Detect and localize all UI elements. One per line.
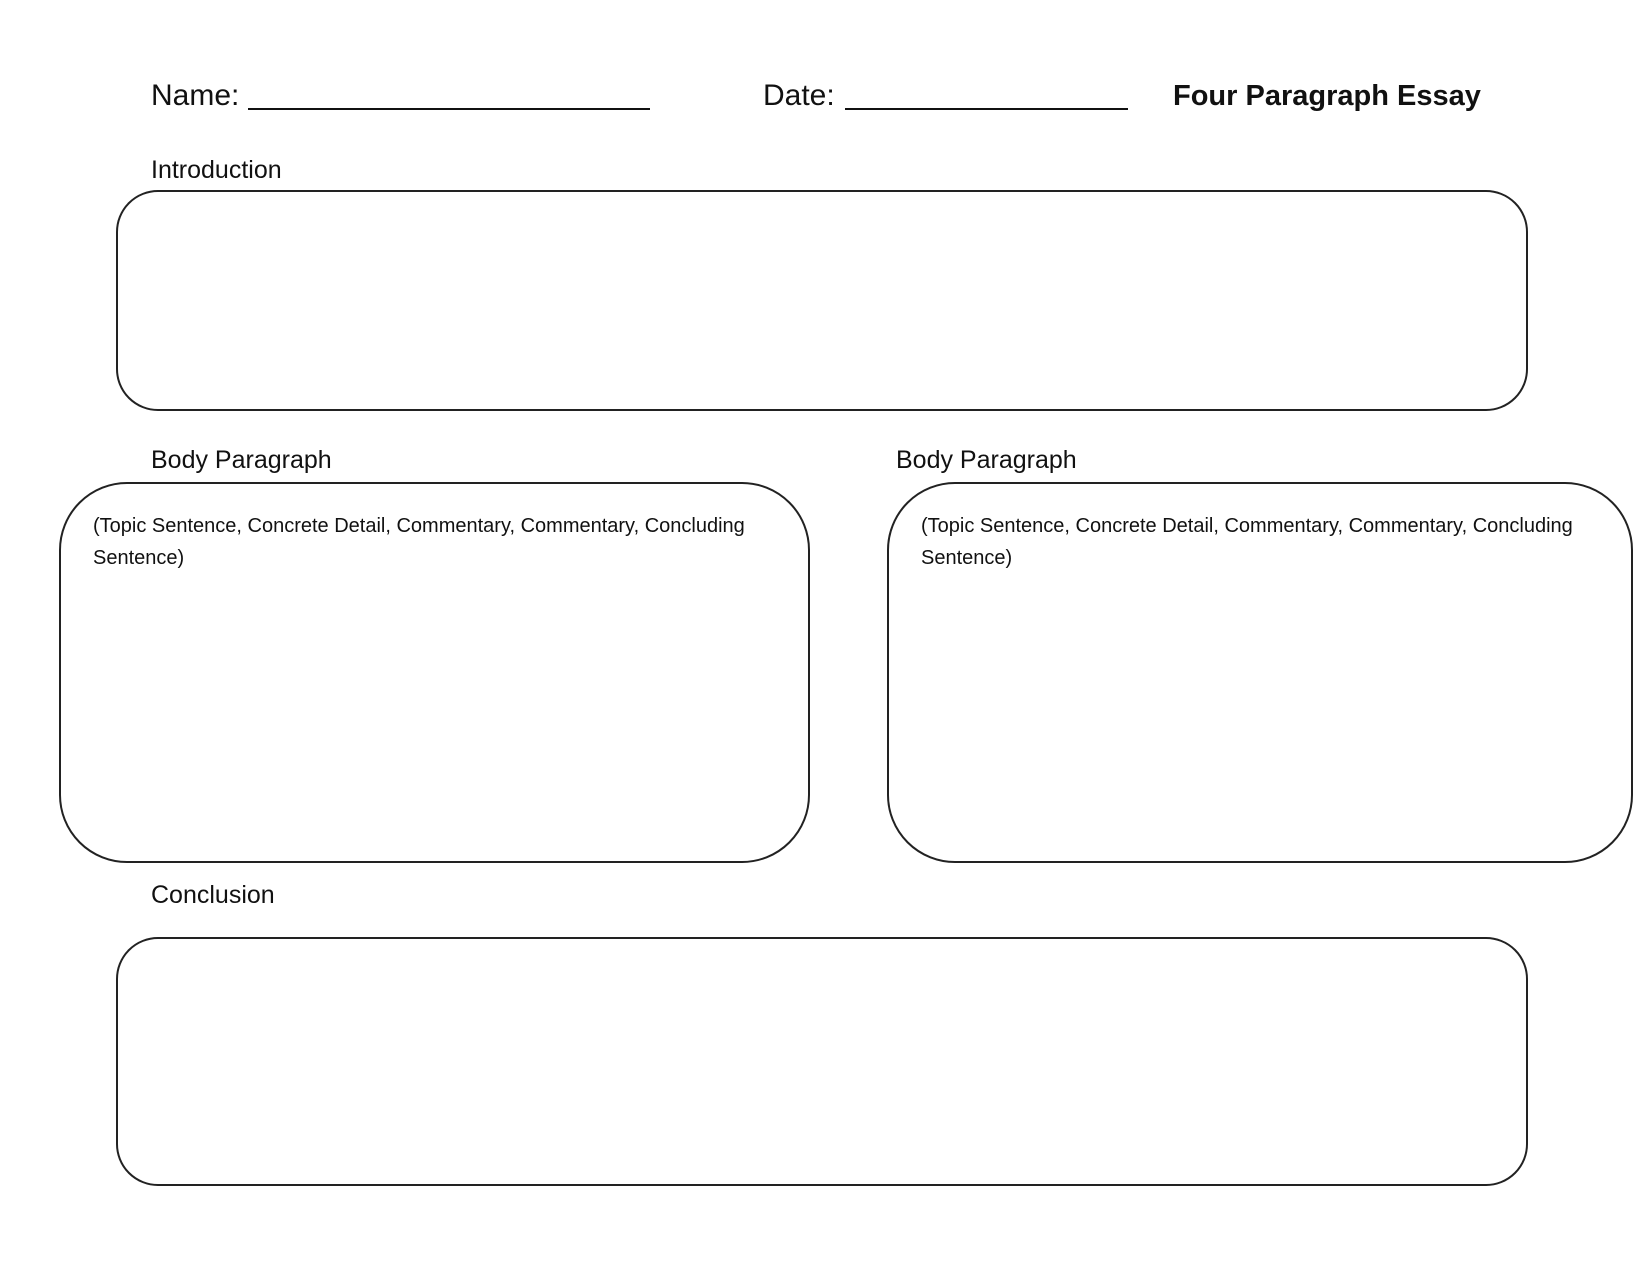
introduction-box[interactable] [116, 190, 1528, 411]
body-paragraph-left-label: Body Paragraph [151, 446, 332, 474]
date-label: Date: [763, 79, 835, 112]
introduction-label: Introduction [151, 156, 282, 184]
name-blank-line[interactable] [248, 108, 650, 110]
body-paragraph-right-label: Body Paragraph [896, 446, 1077, 474]
body-paragraph-right-box[interactable] [887, 482, 1633, 863]
conclusion-label: Conclusion [151, 881, 275, 909]
worksheet-title: Four Paragraph Essay [1173, 80, 1481, 112]
body-paragraph-left-hint: (Topic Sentence, Concrete Detail, Commentary, Commentary, Concluding Sentence) [93, 515, 745, 569]
body-paragraph-left-box[interactable] [59, 482, 810, 863]
body-paragraph-right-hint: (Topic Sentence, Concrete Detail, Commentary, Commentary, Concluding Sentence) [921, 515, 1573, 569]
name-label: Name: [151, 79, 240, 112]
date-blank-line[interactable] [845, 108, 1128, 110]
conclusion-box[interactable] [116, 937, 1528, 1186]
